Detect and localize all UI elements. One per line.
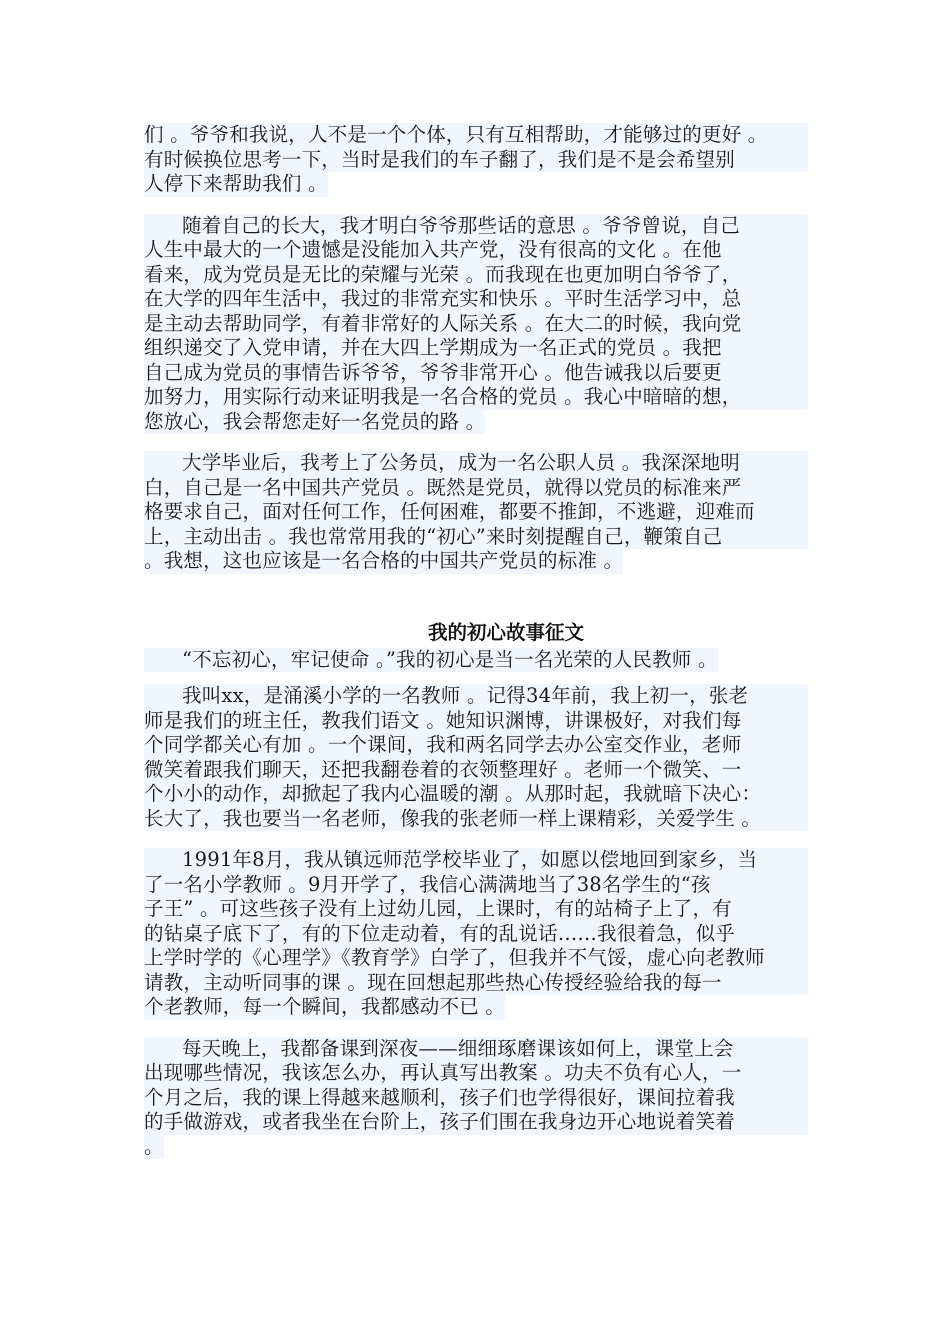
text-line: 请教，主动听同事的课 。现在回想起那些热心传授经验给我的每一 bbox=[144, 971, 808, 996]
text-line: 个同学都关心有加 。一个课间，我和两名同学去办公室交作业，老师 bbox=[144, 733, 808, 758]
paragraph bbox=[144, 648, 808, 673]
text-line: 每天晚上，我都备课到深夜——细细琢磨课该如何上，课堂上会 bbox=[144, 1037, 808, 1062]
text-line: 组织递交了入党申请，并在大四上学期成为一名正式的党员 。我把 bbox=[144, 336, 808, 361]
text-line: 人生中最大的一个遗憾是没能加入共产党，没有很高的文化 。在他 bbox=[144, 238, 808, 263]
paragraph bbox=[144, 1037, 808, 1160]
text-line: 子王” 。可这些孩子没有上过幼儿园，上课时，有的站椅子上了，有 bbox=[144, 897, 808, 922]
text-line: 。 bbox=[144, 1134, 164, 1158]
text-line: 有时候换位思考一下，当时是我们的车子翻了，我们是不是会希望别 bbox=[144, 148, 808, 173]
text-line: “不忘初心，牢记使命 。”我的初心是当一名光荣的人民教师 。 bbox=[144, 648, 718, 673]
text-line: 是主动去帮助同学，有着非常好的人际关系 。在大二的时候，我向党 bbox=[144, 312, 808, 337]
text-line: 的钻桌子底下了，有的下位走动着，有的乱说话……我很着急，似乎 bbox=[144, 922, 808, 947]
paragraph bbox=[144, 451, 808, 574]
text-line: 您放心，我会帮您走好一名党员的路 。 bbox=[144, 409, 486, 433]
text-line: 白，自己是一名中国共产党员 。既然是党员，就得以党员的标准来严 bbox=[144, 476, 808, 501]
paragraph bbox=[144, 214, 808, 435]
text-line: 随着自己的长大，我才明白爷爷那些话的意思 。爷爷曾说，自己 bbox=[144, 214, 808, 239]
text-line: 长大了，我也要当一名老师，像我的张老师一样上课精彩，关爱学生 。 bbox=[144, 807, 808, 832]
text-line: 上，主动出击 。我也常常用我的“初心”来时刻提醒自己，鞭策自己 bbox=[144, 525, 808, 550]
text-line: 。我想，这也应该是一名合格的中国共产党员的标准 。 bbox=[144, 549, 624, 572]
text-line: 个月之后，我的课上得越来越顺利，孩子们也学得很好，课间拉着我 bbox=[144, 1086, 808, 1111]
text-line: 出现哪些情况，我该怎么办，再认真写出教案 。功夫不负有心人，一 bbox=[144, 1061, 808, 1086]
text-line: 大学毕业后，我考上了公务员，成为一名公职人员 。我深深地明 bbox=[144, 451, 808, 476]
document-body bbox=[144, 123, 808, 1176]
text-line: 自己成为党员的事情告诉爷爷，爷爷非常开心 。他告诫我以后要更 bbox=[144, 361, 808, 386]
text-line: 看来，成为党员是无比的荣耀与光荣 。而我现在也更加明白爷爷了， bbox=[144, 263, 808, 288]
text-line: 的手做游戏，或者我坐在台阶上，孩子们围在我身边开心地说着笑着 bbox=[144, 1110, 808, 1135]
text-line: 1991年8月，我从镇远师范学校毕业了，如愿以偿地回到家乡，当 bbox=[144, 848, 808, 873]
text-line: 上学时学的《心理学》《教育学》白学了，但我并不气馁，虚心向老教师 bbox=[144, 946, 808, 971]
text-line: 格要求自己，面对任何工作，任何困难，都要不推卸，不逃避，迎难而 bbox=[144, 500, 808, 525]
paragraph bbox=[144, 848, 808, 1020]
text-line: 们 。爷爷和我说，人不是一个个体，只有互相帮助，才能够过的更好 。 bbox=[144, 123, 808, 148]
text-line: 在大学的四年生活中，我过的非常充实和快乐 。平时生活学习中，总 bbox=[144, 287, 808, 312]
text-line: 加努力，用实际行动来证明我是一名合格的党员 。我心中暗暗的想， bbox=[144, 385, 808, 410]
text-line: 个小小的动作，却掀起了我内心温暖的潮 。从那时起，我就暗下决心： bbox=[144, 782, 808, 807]
text-line: 了一名小学教师 。9月开学了，我信心满满地当了38名学生的“孩 bbox=[144, 873, 808, 898]
document-title: 我的初心故事征文 bbox=[427, 620, 584, 644]
text-line: 师是我们的班主任，教我们语文 。她知识渊博，讲课极好，对我们每 bbox=[144, 709, 808, 734]
text-line: 个老教师，每一个瞬间，我都感动不已 。 bbox=[144, 995, 505, 1018]
text-line: 人停下来帮助我们 。 bbox=[144, 172, 328, 195]
paragraph bbox=[144, 123, 808, 197]
text-line: 我叫xx，是涌溪小学的一名教师 。记得34年前，我上初一，张老 bbox=[144, 684, 808, 709]
paragraph bbox=[144, 684, 808, 831]
text-line: 微笑着跟我们聊天，还把我翻卷着的衣领整理好 。老师一个微笑、一 bbox=[144, 758, 808, 783]
